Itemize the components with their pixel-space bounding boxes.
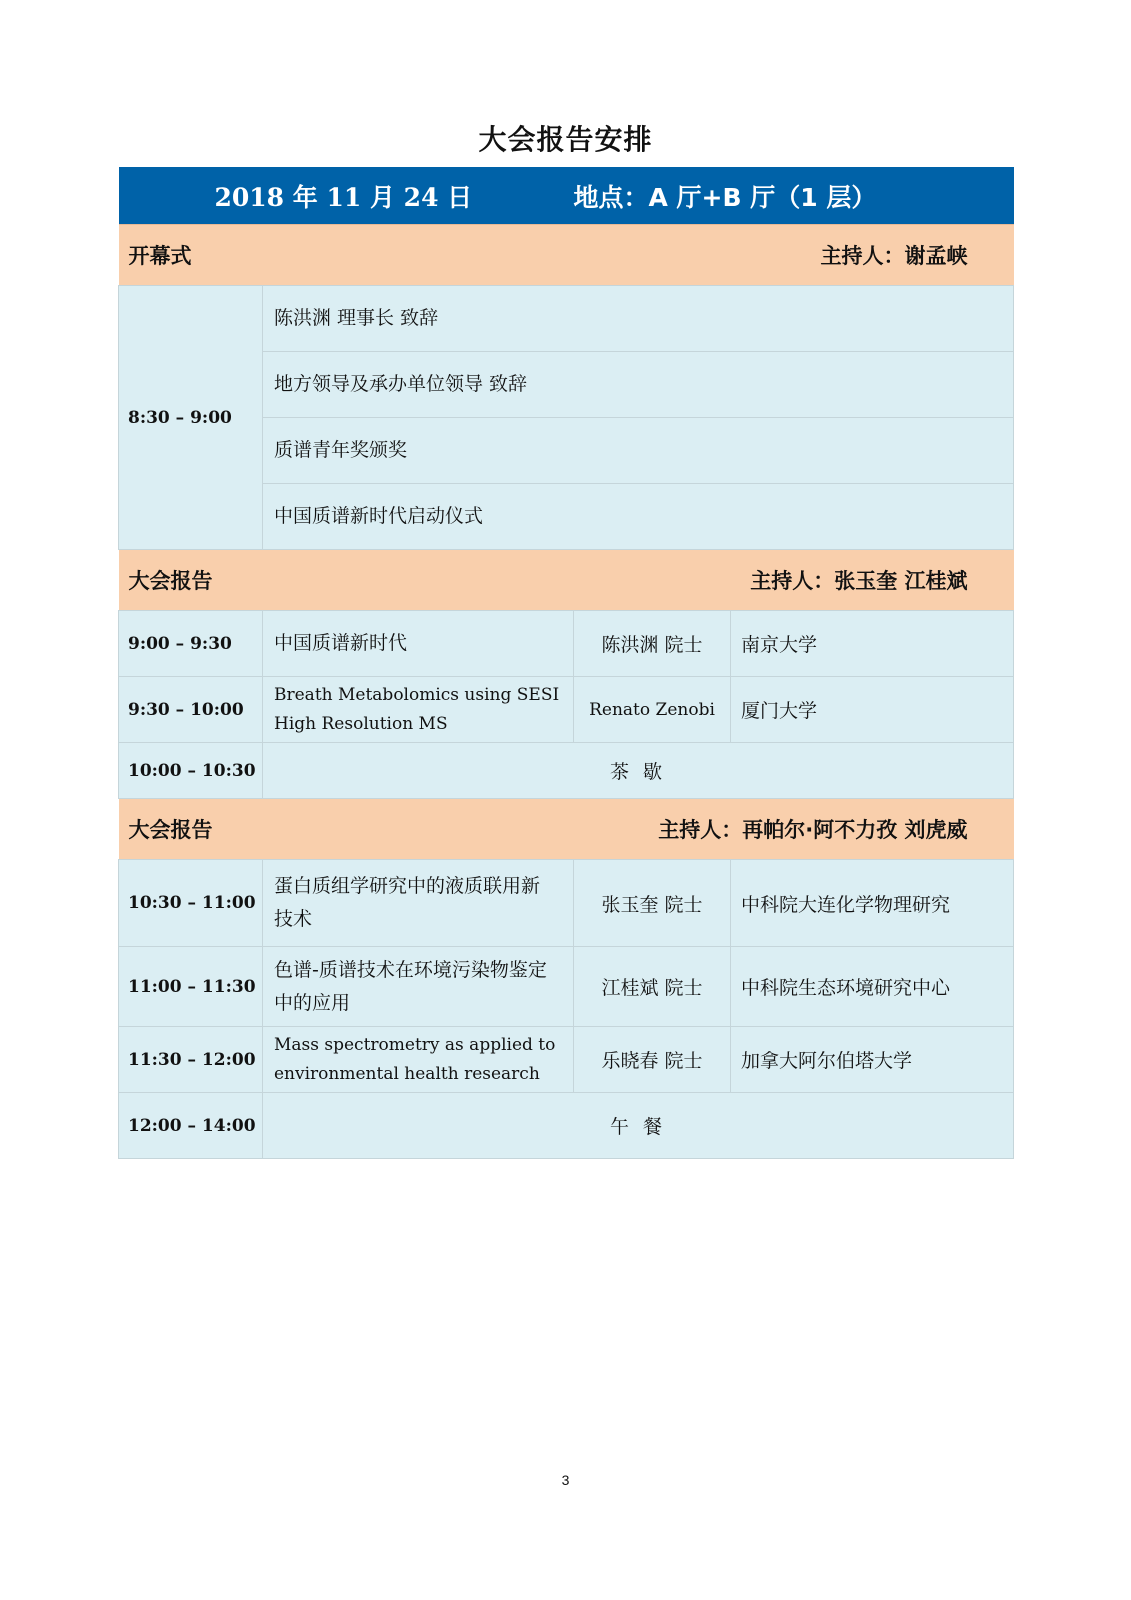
talk-topic bbox=[263, 677, 574, 743]
talk-speaker: 张玉奎 院士 bbox=[574, 860, 731, 947]
talk-time: 11:00 – 11:30 bbox=[119, 947, 263, 1027]
section-host: 主持人：谢孟峡 bbox=[574, 225, 1014, 286]
opening-time: 8:30 – 9:00 bbox=[119, 286, 263, 550]
talk-topic bbox=[263, 860, 574, 947]
talk-org: 厦门大学 bbox=[731, 677, 1014, 743]
talk-topic-line: 蛋白质组学研究中的液质联用新 bbox=[274, 875, 541, 897]
table-row bbox=[119, 1027, 1014, 1093]
schedule-header-row bbox=[119, 167, 1014, 225]
table-row bbox=[119, 743, 1014, 799]
table-row bbox=[119, 677, 1014, 743]
talk-time: 9:30 – 10:00 bbox=[119, 677, 263, 743]
section-header-opening bbox=[119, 225, 1014, 286]
talk-topic-line: High Resolution MS bbox=[274, 713, 448, 734]
lunch-label: 午 餐 bbox=[263, 1093, 1014, 1159]
page-title: 大会报告安排 bbox=[478, 123, 653, 156]
table-row bbox=[119, 860, 1014, 947]
break-time: 10:00 – 10:30 bbox=[119, 743, 263, 799]
section-header-session2 bbox=[119, 799, 1014, 860]
opening-item: 陈洪渊 理事长 致辞 bbox=[263, 286, 1014, 352]
talk-topic-line: 中的应用 bbox=[274, 991, 351, 1014]
talk-speaker: 陈洪渊 院士 bbox=[574, 611, 731, 677]
talk-topic-line: Mass spectrometry as applied to bbox=[274, 1034, 556, 1055]
opening-item: 地方领导及承办单位领导 致辞 bbox=[263, 352, 1014, 418]
talk-speaker: Renato Zenobi bbox=[574, 677, 731, 743]
schedule-venue: 地点：A 厅+B 厅（1 层） bbox=[574, 167, 1014, 225]
talk-topic-line: environmental health research bbox=[274, 1063, 540, 1084]
talk-topic-line: 色谱-质谱技术在环境污染物鉴定 bbox=[274, 958, 547, 981]
talk-topic bbox=[263, 947, 574, 1027]
talk-topic-line: Breath Metabolomics using SESI bbox=[274, 684, 560, 705]
section-name: 大会报告 bbox=[119, 550, 574, 611]
page-number: 3 bbox=[561, 1472, 570, 1488]
opening-item: 质谱青年奖颁奖 bbox=[263, 418, 1014, 484]
table-row bbox=[119, 286, 1014, 352]
talk-org: 中科院大连化学物理研究 bbox=[731, 860, 1014, 947]
section-host: 主持人：张玉奎 江桂斌 bbox=[574, 550, 1014, 611]
talk-time: 11:30 – 12:00 bbox=[119, 1027, 263, 1093]
table-row bbox=[119, 611, 1014, 677]
section-name: 大会报告 bbox=[119, 799, 574, 860]
table-row bbox=[119, 947, 1014, 1027]
talk-speaker: 乐晓春 院士 bbox=[574, 1027, 731, 1093]
talk-speaker: 江桂斌 院士 bbox=[574, 947, 731, 1027]
talk-org: 加拿大阿尔伯塔大学 bbox=[731, 1027, 1014, 1093]
talk-topic bbox=[263, 1027, 574, 1093]
talk-time: 9:00 – 9:30 bbox=[119, 611, 263, 677]
schedule-table bbox=[118, 167, 1014, 1159]
section-header-session1 bbox=[119, 550, 1014, 611]
talk-time: 10:30 – 11:00 bbox=[119, 860, 263, 947]
lunch-time: 12:00 – 14:00 bbox=[119, 1093, 263, 1159]
section-name: 开幕式 bbox=[119, 225, 574, 286]
section-host: 主持人：再帕尔·阿不力孜 刘虎威 bbox=[574, 799, 1014, 860]
talk-topic-line: 技术 bbox=[274, 908, 313, 930]
talk-org: 南京大学 bbox=[731, 611, 1014, 677]
talk-topic: 中国质谱新时代 bbox=[263, 611, 574, 677]
talk-org: 中科院生态环境研究中心 bbox=[731, 947, 1014, 1027]
table-row bbox=[119, 1093, 1014, 1159]
break-label: 茶 歇 bbox=[263, 743, 1014, 799]
opening-item: 中国质谱新时代启动仪式 bbox=[263, 484, 1014, 550]
schedule-date: 2018 年 11 月 24 日 bbox=[119, 167, 574, 225]
